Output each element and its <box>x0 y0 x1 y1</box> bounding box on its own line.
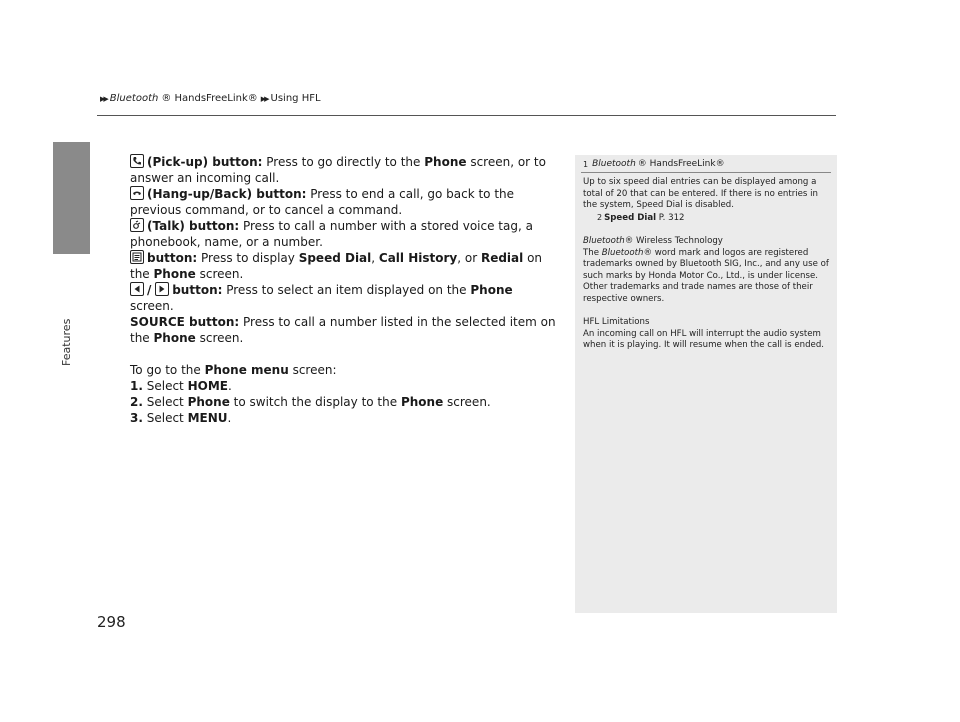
breadcrumb <box>100 93 321 104</box>
step-1: 1. Select HOME. <box>130 379 232 393</box>
page-number: 298 <box>97 613 126 631</box>
breadcrumb-arrow-icon: ▶▶ <box>260 94 268 103</box>
arrows-paragraph: / button: Press to select an item displayed on the Phone screen. <box>130 283 513 313</box>
speed-dial-note: Up to six speed dial entries can be displayed among a total of 20 that can be entered. If there is no entries in the system, Speed Dial is disabled. <box>583 177 818 211</box>
sidebar-notes <box>575 155 837 613</box>
sidebar-rule <box>581 172 831 173</box>
pickup-paragraph: (Pick-up) button: Press to go directly to the Phone screen, or to answer an incoming call. <box>130 155 546 185</box>
side-tab <box>53 142 90 254</box>
arrow-left-icon <box>130 282 144 296</box>
main-content <box>130 154 560 426</box>
wireless-title: Bluetooth® Wireless Technology <box>583 235 723 246</box>
talk-icon <box>130 218 144 232</box>
hangup-phone-icon <box>130 186 144 200</box>
step-2: 2. Select Phone to switch the display to the Phone screen. <box>130 395 491 409</box>
pickup-phone-icon <box>130 154 144 168</box>
arrow-right-icon <box>155 282 169 296</box>
intro-paragraph: To go to the Phone menu screen: <box>130 363 337 377</box>
reference-arrow-icon: 2 <box>597 212 603 222</box>
breadcrumb-using-hfl: Using HFL <box>270 93 321 104</box>
phone-menu-icon <box>130 250 144 264</box>
wireless-note: The Bluetooth® word mark and logos are registered trademarks owned by Bluetooth SIG, Inc., and any use of such marks by Honda Motor Co., Ltd., is under license. Other trademarks and trade names are those of their respective owners. <box>583 247 829 304</box>
note-marker-icon: 1 <box>583 159 589 169</box>
header-rule <box>97 115 836 116</box>
breadcrumb-arrow-icon: ▶▶ <box>100 94 107 103</box>
hfl-limitations-note: An incoming call on HFL will interrupt the audio system when it is playing. It will resume when the call is ended. <box>583 328 825 351</box>
talk-paragraph: (Talk) button: Press to call a number with a stored voice tag, a phonebook, name, or a number. <box>130 219 533 249</box>
breadcrumb-handsfreelink: ® HandsFreeLink® <box>161 93 258 104</box>
phone-button-paragraph: button: Press to display Speed Dial, Call History, or Redial on the Phone screen. <box>130 251 543 281</box>
source-paragraph: SOURCE button: Press to call a number listed in the selected item on the Phone screen. <box>130 315 556 345</box>
step-3: 3. Select MENU. <box>130 411 232 425</box>
speed-dial-reference[interactable]: 2 Speed Dial P. 312 <box>597 212 685 223</box>
breadcrumb-bluetooth: Bluetooth <box>109 93 159 104</box>
hangup-paragraph: (Hang-up/Back) button: Press to end a call, go back to the previous command, or to cancel a command. <box>130 187 515 217</box>
hfl-limitations-title: HFL Limitations <box>583 317 650 328</box>
sidebar-title: 1 Bluetooth ® HandsFreeLink® <box>583 159 725 169</box>
sidebar-text <box>583 177 829 352</box>
